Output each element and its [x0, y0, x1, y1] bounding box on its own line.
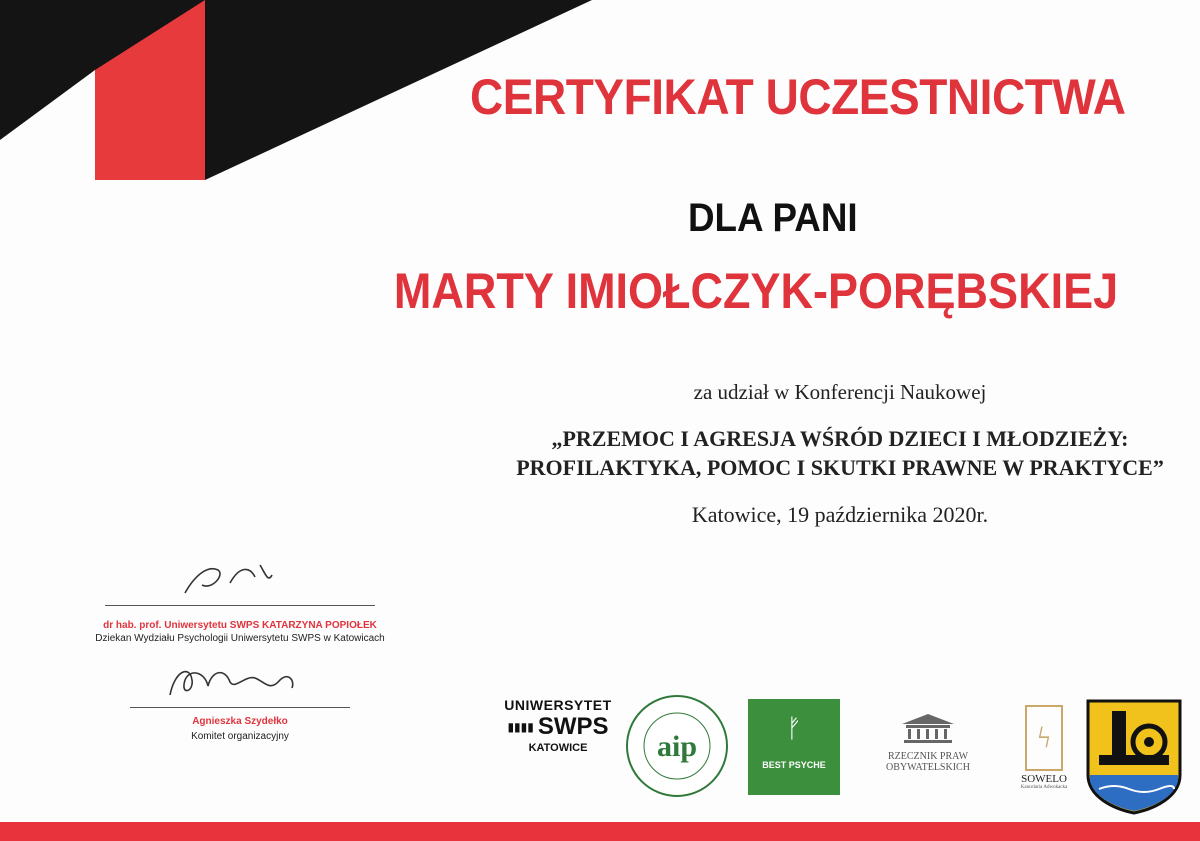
swps-line3: KATOWICE [528, 742, 588, 754]
conference-title-line1: „PRZEMOC I AGRESJA WŚRÓD DZIECI I MŁODZIEŻY: [551, 426, 1129, 451]
building-icon [898, 712, 958, 744]
svg-text:aip: aip [656, 730, 698, 763]
signature-block-dean [90, 545, 390, 644]
signature-line [130, 707, 350, 708]
logo-best-psyche [748, 699, 840, 795]
rzecznik-label: RZECZNIK PRAW OBYWATELSKICH [886, 751, 970, 773]
sowelo-label: SOWELO [1021, 773, 1067, 785]
logo-katowice-coat-of-arms [1084, 697, 1184, 815]
handwritten-signature [90, 545, 390, 600]
signatory-name: Agnieszka Szydełko [192, 716, 288, 727]
sowelo-sublabel: Kancelaria Adwokacka [1020, 785, 1068, 790]
signature-block-committee [120, 650, 360, 742]
signatory-role: Dziekan Wydziału Psychologii Uniwersytetu SWPS w Katowicach [95, 633, 385, 644]
logo-sowelo [1014, 705, 1074, 790]
psyche-icon: ᚠ [786, 713, 802, 743]
participation-text: za udział w Konferencji Naukowej [693, 380, 987, 404]
swps-line2: SWPS [537, 713, 609, 740]
sowelo-icon: ϟ [1025, 705, 1063, 771]
salutation: DLA PANI [687, 196, 858, 240]
logo-adwokatura [624, 693, 730, 799]
signatory-name: dr hab. prof. Uniwersytetu SWPS KATARZYNA POPIOŁEK [103, 620, 377, 631]
logo-rzecznik [848, 712, 1008, 773]
adwokatura-seal-icon [624, 693, 730, 799]
certificate-title: CERTYFIKAT UCZESTNICTWA [470, 69, 1126, 125]
handwritten-signature [120, 650, 360, 702]
best-psyche-label: BEST PSYCHE [762, 760, 826, 770]
bottom-red-bar [0, 822, 1200, 841]
signatory-role: Komitet organizacyjny [191, 731, 289, 742]
people-icon: ▮▮▮▮ [507, 720, 534, 734]
conference-title-line2: PROFILAKTYKA, POMOC I SKUTKI PRAWNE W PRAKTYCE” [516, 455, 1164, 480]
coat-of-arms-icon [1084, 697, 1184, 815]
swps-row [498, 713, 618, 741]
place-date: Katowice, 19 października 2020r. [691, 502, 989, 527]
decoration-black-band-left [0, 0, 95, 140]
recipient-name: MARTY IMIOŁCZYK-PORĘBSKIEJ [393, 263, 1119, 319]
logo-swps [498, 697, 618, 754]
signature-line [105, 605, 375, 606]
swps-line1: UNIWERSYTET [504, 697, 612, 713]
